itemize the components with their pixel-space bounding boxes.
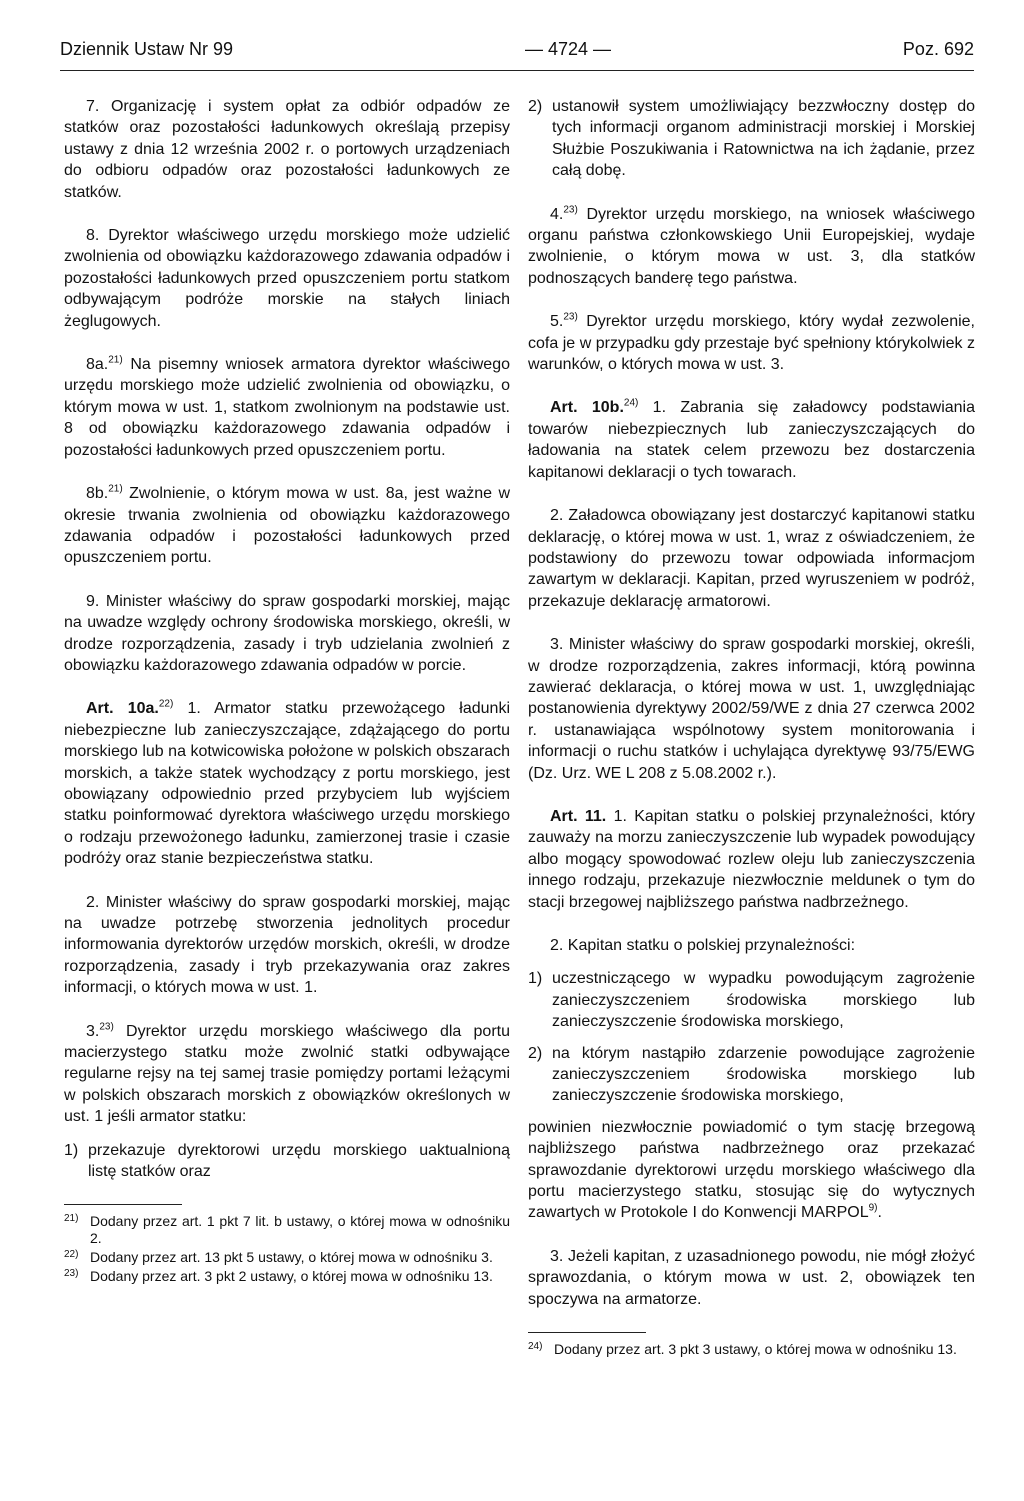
list-number: 2) bbox=[528, 1044, 543, 1062]
footnote-text: Dodany przez art. 1 pkt 7 lit. b ustawy, o której mowa w odnośniku 2. bbox=[90, 1213, 510, 1247]
article-text: 1. Zabrania się załadowcy podstawiania towarów niebezpiecznych lub zanieczyszczających do ładowania na statek celem przewozu bez dostarczenia kapitanowi deklaracji o tych towarach. bbox=[528, 399, 975, 481]
paragraph-text: powinien niezwłocznie powiadomić o tym stację brzegową najbliższego państwa nadbrzeżnego oraz przekazać sprawozdanie dyrektorowi urzędu morskiego właściwego dla portu macierzystego statku, stosując się do wytycznych zawartych w Protokole I do Konwencji MARPOL bbox=[528, 1118, 975, 1222]
paragraph-end: . bbox=[877, 1204, 882, 1222]
list-text: na którym nastąpiło zdarzenie powodujące zagrożenie zanieczyszczeniem środowiska morskiego lub zanieczyszczenie środowiska morskiego, bbox=[552, 1044, 975, 1105]
article-11 bbox=[528, 806, 975, 913]
list-item bbox=[64, 1140, 510, 1183]
footnote-ref: 21) bbox=[108, 483, 123, 495]
paragraph-8b bbox=[64, 483, 510, 569]
paragraph-label: 3. bbox=[86, 1022, 100, 1040]
footnote bbox=[64, 1268, 510, 1285]
article-10a-ust-4 bbox=[528, 204, 975, 290]
list-number: 1) bbox=[528, 970, 543, 988]
paragraph-7: 7. Organizację i system opłat za odbiór odpadów ze statków oraz pozostałości ładunkowych określają przepisy ustawy z dnia 12 września 2002 r. o portowych urządzeniach do odbioru odpadów oraz pozostałości ładunkowych ze statków. bbox=[64, 98, 510, 201]
list-item bbox=[528, 1043, 975, 1107]
article-10a-ust-2: 2. Minister właściwy do spraw gospodarki morskiej, mając na uwadze potrzebę stworzenia jednolitych procedur informowania dyrektorów urzędów morskich, określi, w drodze rozporządzenia, zasady i tryb przekazywania oraz zakres informacji, o których mowa w ust. 1. bbox=[64, 893, 510, 997]
paragraph-text: Na pisemny wniosek armatora dyrektor właściwego urzędu morskiego może udzielić zwolnienia od obowiązku, o którym mowa w ust. 1, statkom zwolnionym na podstawie ust. 8 od obowiązku każdorazowego zdawania odpadów i pozostałości ładunkowych przed opuszczeniem portu. bbox=[64, 356, 510, 459]
paragraph-text: Dyrektor urzędu morskiego, który wydał zezwolenie, cofa je w przypadku gdy przestaje być spełniony którykolwiek z warunków, o których mowa w ust. 3. bbox=[528, 313, 975, 374]
paragraph-label: 5. bbox=[550, 313, 564, 331]
footnote-mark: 24) bbox=[528, 1341, 543, 1353]
page-header bbox=[60, 34, 974, 64]
list-text: przekazuje dyrektorowi urzędu morskiego uaktualnioną listę statków oraz bbox=[88, 1141, 510, 1181]
paragraph-8a bbox=[64, 354, 510, 461]
list-number: 1) bbox=[64, 1141, 79, 1159]
footnote-text: Dodany przez art. 3 pkt 2 ustawy, o której mowa w odnośniku 13. bbox=[90, 1268, 493, 1285]
left-column bbox=[64, 96, 510, 1287]
paragraph-text: Dyrektor urzędu morskiego, na wniosek właściwego organu państwa członkowskiego Unii Europejskiej, wydaje zwolnienie, o którym mowa w ust. 3, dla statków podnoszących banderę tego państwa. bbox=[528, 205, 975, 287]
footnote-ref: 23) bbox=[563, 204, 578, 216]
footnote-mark: 23) bbox=[64, 1268, 79, 1280]
list-item bbox=[528, 968, 975, 1032]
right-column bbox=[528, 96, 975, 1360]
article-11-ust-3: 3. Jeżeli kapitan, z uzasadnionego powodu, nie mógł złożyć sprawozdania, o którym mowa w ust. 2, obowiązek ten spoczywa na armatorze. bbox=[528, 1247, 975, 1308]
journal-title: Dziennik Ustaw Nr 99 bbox=[60, 38, 234, 59]
paragraph-label: 8a. bbox=[86, 356, 109, 374]
footnote-ref: 24) bbox=[623, 398, 639, 410]
article-label: Art. 10a. bbox=[86, 700, 159, 718]
article-11-continuation bbox=[528, 1117, 975, 1224]
article-11-ust-2: 2. Kapitan statku o polskiej przynależności: bbox=[550, 937, 856, 954]
footnote-ref: 21) bbox=[108, 354, 123, 366]
paragraph-text: Dyrektor urzędu morskiego właściwego dla portu macierzystego statku może zwolnić statki odbywające regularne rejsy na tej samej trasie pomiędzy portami leżącymi w polskich obszarach morskich z obowiązków określonych w ust. 1 jeśli armator statku: bbox=[64, 1022, 510, 1126]
article-10b bbox=[528, 397, 975, 483]
footnote-rule bbox=[64, 1204, 182, 1205]
paragraph-label: 4. bbox=[550, 205, 564, 223]
footnote-mark: 22) bbox=[64, 1249, 79, 1261]
footnote bbox=[528, 1341, 975, 1358]
footnote-text: Dodany przez art. 13 pkt 5 ustawy, o której mowa w odnośniku 3. bbox=[90, 1249, 493, 1266]
list-text: ustanowił system umożliwiający bezzwłoczny dostęp do tych informacji organom administracji morskiej i Morskiej Służbie Poszukiwania i Ratownictwa na ich żądanie, przez całą dobę. bbox=[552, 98, 975, 180]
paragraph-label: 8b. bbox=[86, 485, 109, 503]
article-10a-ust-5 bbox=[528, 311, 975, 375]
header-rule bbox=[60, 70, 974, 71]
article-text: 1. Kapitan statku o polskiej przynależności, który zauważy na morzu zanieczyszczenie lub wypadek powodujący albo mogący spowodować rozlew oleju lub zanieczyszczenia innego rodzaju, przekazuje niezwłocznie meldunek o tym do stacji brzegowej najbliższego państwa nadbrzeżnego. bbox=[528, 807, 976, 911]
footnote-ref: 23) bbox=[99, 1021, 114, 1033]
article-10b-ust-3: 3. Minister właściwy do spraw gospodarki morskiej, określi, w drodze rozporządzenia, zakres informacji, którą powinna zawierać deklaracja, o której mowa w ust. 1, uwzględniając postanowienia dyrektywy 2002/59/WE z dnia 27 czerwca 2002 r. ustanawiająca wspólnotowy system monitorowania i informacji o ruchu statków i uchylająca dyrektywę 93/75/EWG (Dz. Urz. WE L 208 z 5.08.2002 r.). bbox=[528, 636, 975, 782]
footnote bbox=[64, 1213, 510, 1247]
article-10a bbox=[64, 698, 510, 869]
list-text: uczestniczącego w wypadku powodującym zagrożenie zanieczyszczeniem środowiska morskiego lub zanieczyszczenie środowiska morskiego, bbox=[552, 970, 975, 1031]
footnote-ref: 23) bbox=[563, 311, 578, 323]
list-number: 2) bbox=[528, 98, 543, 115]
footnote-mark: 21) bbox=[64, 1213, 79, 1225]
footnote-ref: 9) bbox=[868, 1203, 878, 1215]
article-text: 1. Armator statku przewożącego ładunki niebezpieczne lub zanieczyszczające, zdążającego do portu morskiego lub na kotwicowiska położone w polskich obszarach morskich, a także statek wychodzący z portu morskiego, jest obowiązany odpowiednio przed przybyciem lub wyjściem statku poinformować dyrektora właściwego urzędu morskiego o rodzaju przewożonego ładunku, zamierzonej trasie i czasie podróży oraz stanie bezpieczeństwa statku. bbox=[64, 700, 511, 868]
footnote-text: Dodany przez art. 3 pkt 3 ustawy, o której mowa w odnośniku 13. bbox=[554, 1341, 957, 1358]
position-number: Poz. 692 bbox=[902, 38, 974, 59]
article-10a-ust-3 bbox=[64, 1021, 510, 1128]
paragraph-8: 8. Dyrektor właściwego urzędu morskiego może udzielić zwolnienia od obowiązku każdorazowego zdawania odpadów i pozostałości ładunkowych przed opuszczeniem portu statkom odbywającym podróże morskie na stałych liniach żeglugowych. bbox=[64, 227, 510, 330]
list-item bbox=[528, 96, 975, 182]
article-label: Art. 10b. bbox=[550, 399, 624, 417]
article-10b-ust-2: 2. Załadowca obowiązany jest dostarczyć kapitanowi statku deklarację, o której mowa w ust. 1, wraz z oświadczeniem, że podstawiony do przewozu towar odpowiada informacjom zawartym w deklaracji. Kapitan, przed wyruszeniem w podróż, przekazuje deklarację armatorowi. bbox=[528, 507, 975, 610]
paragraph-text: Zwolnienie, o którym mowa w ust. 8a, jest ważne w okresie trwania zwolnienia od obowiązku każdorazowego zdawania odpadów i pozostałości ładunkowych przed opuszczeniem portu. bbox=[64, 485, 510, 567]
article-label: Art. 11. bbox=[550, 807, 607, 825]
paragraph-9: 9. Minister właściwy do spraw gospodarki morskiej, mając na uwadze względy ochrony środowiska morskiego, określi, w drodze rozporządzenia, zasady i tryb udzielania zwolnień z obowiązku każdorazowego zdawania odpadów w porcie. bbox=[64, 592, 510, 674]
footnote-rule bbox=[528, 1332, 646, 1333]
footnote-ref: 22) bbox=[158, 699, 174, 711]
footnote bbox=[64, 1249, 510, 1266]
page-number: — 4724 — bbox=[524, 38, 612, 59]
